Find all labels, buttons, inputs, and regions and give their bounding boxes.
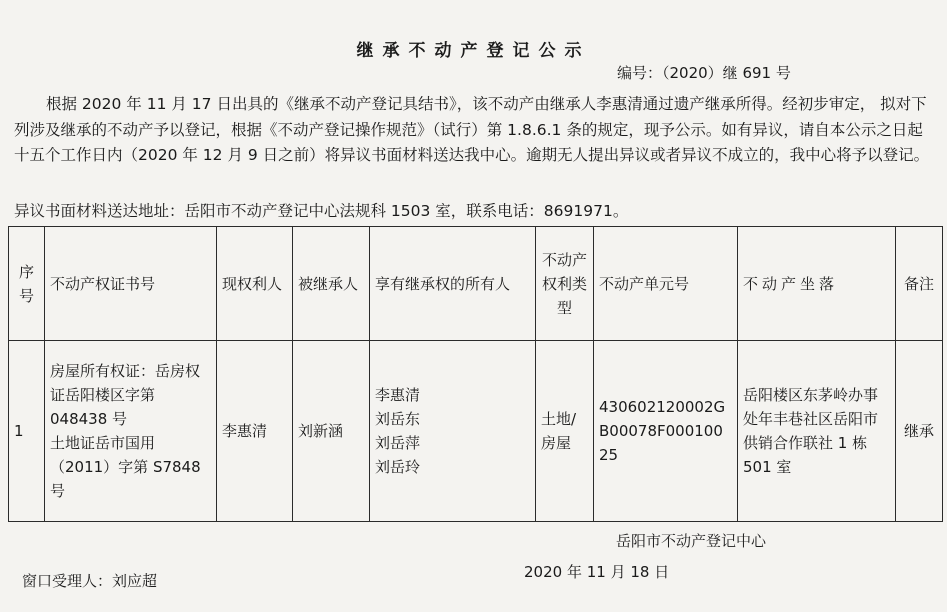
cert-land: 土地证岳市国用（2011）字第 S7848 号 — [50, 434, 201, 500]
heir-name: 刘岳东 — [375, 410, 421, 428]
cell-remark: 继承 — [896, 341, 943, 522]
header-remark: 备注 — [896, 227, 943, 341]
table-header-row — [9, 227, 943, 341]
cell-owner: 李惠清 — [217, 341, 293, 522]
header-heirs: 享有继承权的所有人 — [370, 227, 536, 341]
cell-heirs — [370, 341, 536, 522]
cert-house: 房屋所有权证：岳房权证岳阳楼区字第 048438 号 — [50, 362, 201, 428]
property-table — [8, 226, 943, 522]
cell-seq: 1 — [9, 341, 45, 522]
heir-name: 刘岳玲 — [375, 458, 421, 476]
header-cert-no: 不动产权证书号 — [45, 227, 217, 341]
objection-address: 异议书面材料送达地址：岳阳市不动产登记中心法规科 1503 室，联系电话：8691971。 — [14, 202, 629, 220]
cell-right-type: 土地/房屋 — [536, 341, 594, 522]
notice-paragraph — [14, 92, 934, 169]
heir-name: 刘岳萍 — [375, 434, 421, 452]
header-deceased: 被继承人 — [293, 227, 370, 341]
notice-paragraph-text: 根据 2020 年 11 月 17 日出具的《继承不动产登记具结书》，该不动产由继承人李惠清通过遗产继承所得。经初步审定， 拟对下列涉及继承的不动产予以登记，根据《不动产登记操作规范》（试行）第 1.8.6.1 条的规定，现予公示。如有异议，请自本公示之日起十五个工作日内（2020 年 12 月 9 日之前）将异议书面材料送达我中心。逾期无人提出异议或者异议不成立的，我中心将予以登记。 — [14, 95, 930, 164]
notice-title: 继承不动产登记公示 — [356, 41, 591, 61]
cell-deceased: 刘新涵 — [293, 341, 370, 522]
issuing-organization: 岳阳市不动产登记中心 — [616, 532, 767, 550]
cell-location: 岳阳楼区东茅岭办事处年丰巷社区岳阳市供销合作联社 1 栋 501 室 — [738, 341, 896, 522]
header-seq: 序号 — [9, 227, 45, 341]
cell-unit-no: 430602120002GB00078F00010025 — [594, 341, 738, 522]
header-unit-no: 不动产单元号 — [594, 227, 738, 341]
table-row — [9, 341, 943, 522]
window-clerk: 窗口受理人：刘应超 — [22, 572, 158, 590]
heir-name: 李惠清 — [375, 386, 421, 404]
issue-date: 2020 年 11 月 18 日 — [524, 563, 670, 581]
cell-cert-no — [45, 341, 217, 522]
document-number: 编号：（2020）继 691 号 — [617, 64, 791, 82]
header-owner: 现权利人 — [217, 227, 293, 341]
header-location: 不动产坐落 — [738, 227, 896, 341]
header-right-type: 不动产权利类型 — [536, 227, 594, 341]
